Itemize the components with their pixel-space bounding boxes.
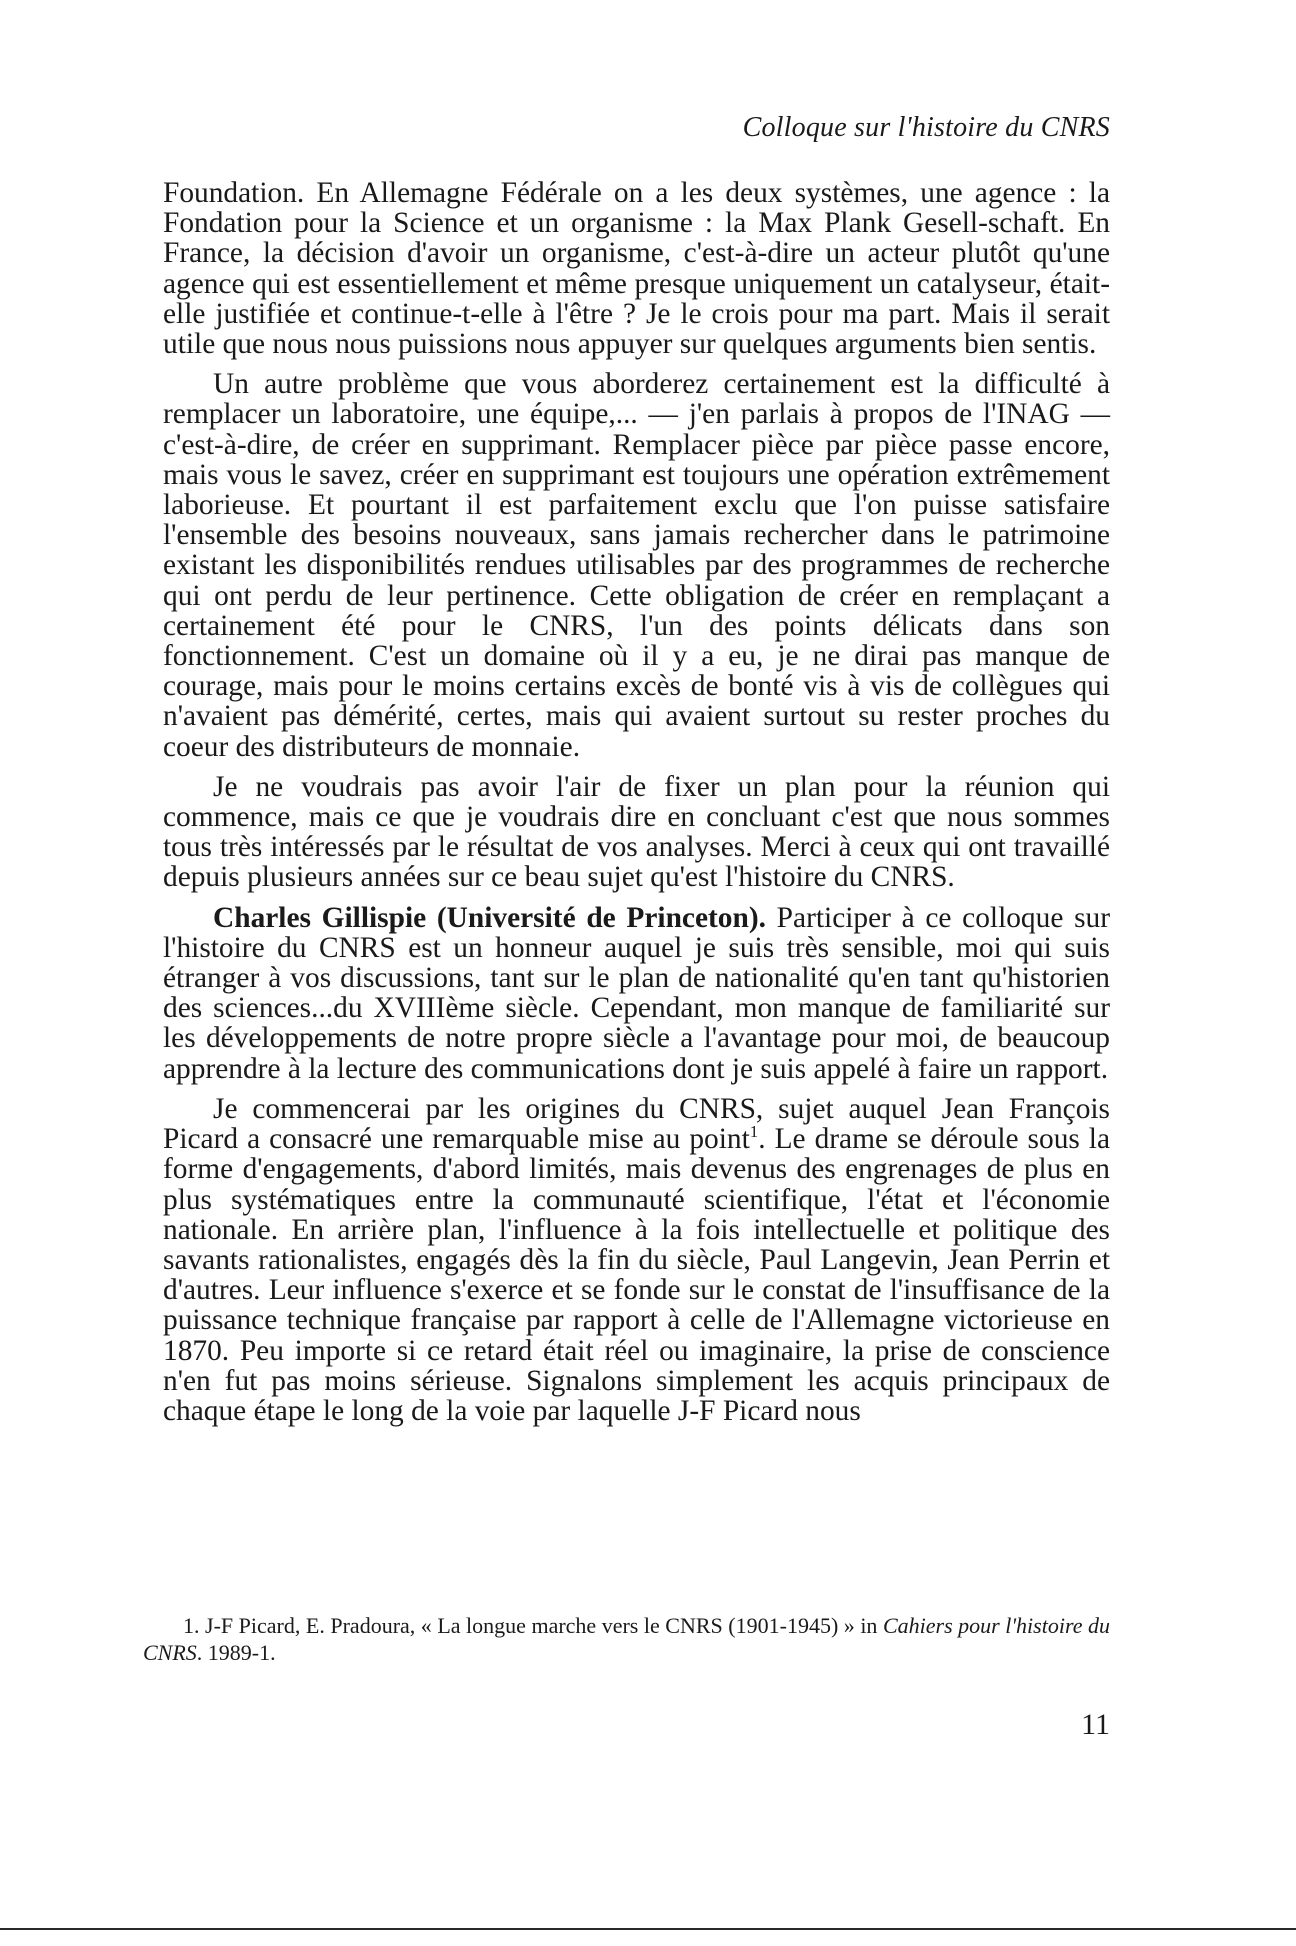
- paragraph: Foundation. En Allemagne Fédérale on a les deux systèmes, une agence : la Fondation pour la Science et un organisme : la Max Plank Gesell-schaft. En France, la décision d'avoir un organisme, c'est-à-dire un acteur plutôt qu'une agence qui est essentiellement et même presque uniquement un catalyseur, était-elle justifiée et continue-t-elle à l'être ? Je le crois pour ma part. Mais il serait utile que nous nous puissions nous appuyer sur quelques arguments bien sentis.: [163, 177, 1110, 361]
- paragraph: [163, 1094, 1110, 1426]
- footnote-source: Cahiers pour l'histoire du CNRS: [143, 1613, 1110, 1665]
- speaker-name: Charles Gillispie (Université de Princeton).: [213, 901, 766, 934]
- paragraph: [163, 903, 1110, 1084]
- paragraph-text: . Le drame se déroule sous la forme d'engagements, d'abord limités, mais devenus des engrenages de plus en plus systématiques entre la communauté scientifique, l'état et l'économie nationale. En arrière plan, l'influence à la fois intellectuelle et politique des savants rationalistes, engagés dès la fin du siècle, Paul Langevin, Jean Perrin et d'autres. Leur influence s'exerce et se fonde sur le constat de l'insuffisance de la puissance technique française par rapport à celle de l'Allemagne victorieuse en 1870. Peu importe si ce retard était réel ou imaginaire, la prise de conscience n'en fut pas moins sérieuse. Signalons simplement les acquis principaux de chaque étape le long de la voie par laquelle J-F Picard nous: [163, 1123, 1111, 1427]
- footnote-reference: 1: [749, 1122, 759, 1142]
- paragraph-text: Je commencerai par les origines du CNRS, sujet auquel Jean François Picard a consacré une remarquable mise au point: [163, 1092, 1110, 1156]
- footnote-text: 1. J-F Picard, E. Pradoura, « La longue marche vers le CNRS (1901-1945) » in: [183, 1613, 883, 1638]
- running-header: Colloque sur l'histoire du CNRS: [742, 112, 1110, 143]
- footnote: [143, 1612, 1110, 1666]
- bottom-rule: [0, 1928, 1296, 1930]
- footnote-suffix: . 1989-1.: [196, 1640, 276, 1665]
- page-number: 11: [1081, 1708, 1110, 1741]
- body-text: [163, 178, 1110, 1436]
- paragraph: Un autre problème que vous aborderez certainement est la difficulté à remplacer un laboratoire, une équipe,... — j'en parlais à propos de l'INAG — c'est-à-dire, de créer en supprimant. Remplacer pièce par pièce passe encore, mais vous le savez, créer en supprimant est toujours une opération extrêmement laborieuse. Et pourtant il est parfaitement exclu que l'on puisse satisfaire l'ensemble des besoins nouveaux, sans jamais rechercher dans le patrimoine existant les disponibilités rendues utilisables par des programmes de recherche qui ont perdu de leur pertinence. Cette obligation de créer en remplaçant a certainement été pour le CNRS, l'un des points délicats dans son fonctionnement. C'est un domaine où il y a eu, je ne dirai pas manque de courage, mais pour le moins certains excès de bonté vis à vis de collègues qui n'avaient pas démérité, certes, mais qui avaient surtout su rester proches du coeur des distributeurs de monnaie.: [163, 368, 1110, 763]
- paragraph-text: Participer à ce colloque sur l'histoire du CNRS est un honneur auquel je suis très sensible, moi qui suis étranger à vos discussions, tant sur le plan de nationalité qu'en tant qu'historien des sciences...du XVIIIème siècle. Cependant, mon manque de familiarité sur les développements de notre propre siècle a l'avantage pour moi, de beaucoup apprendre à la lecture des communications dont je suis appelé à faire un rapport.: [163, 901, 1110, 1085]
- paragraph: Je ne voudrais pas avoir l'air de fixer un plan pour la réunion qui commence, mais ce que je voudrais dire en concluant c'est que nous sommes tous très intéressés par le résultat de vos analyses. Merci à ceux qui ont travaillé depuis plusieurs années sur ce beau sujet qu'est l'histoire du CNRS.: [163, 770, 1110, 894]
